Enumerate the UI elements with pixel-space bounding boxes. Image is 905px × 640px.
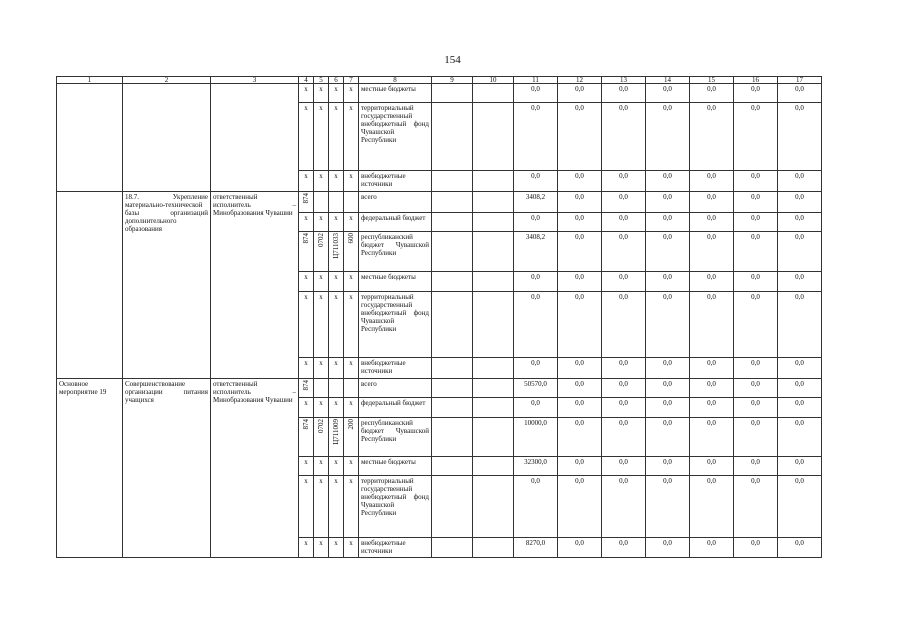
value-cell: 0,0 (778, 476, 822, 538)
rz-code: 0702 (317, 419, 325, 433)
value-cell: 0,0 (646, 476, 690, 538)
empty-cell (344, 192, 359, 213)
code-cell: x (344, 171, 359, 192)
col-header: 3 (211, 77, 299, 84)
code-cell: x (344, 103, 359, 171)
value-cell: 0,0 (602, 358, 646, 379)
code-cell: x (299, 292, 314, 358)
empty-cell (314, 192, 329, 213)
code-cell: x (329, 171, 344, 192)
empty-cell (473, 379, 514, 398)
empty-cell (432, 398, 473, 418)
empty-cell (473, 213, 514, 232)
code-cell: x (329, 272, 344, 292)
value-cell: 0,0 (690, 213, 734, 232)
value-cell: 0,0 (514, 292, 558, 358)
rz-cell (314, 232, 329, 272)
value-cell: 0,0 (646, 103, 690, 171)
empty-cell (473, 272, 514, 292)
col-header: 10 (473, 77, 514, 84)
value-cell: 0,0 (646, 192, 690, 213)
value-cell: 32300,0 (514, 457, 558, 476)
value-cell: 0,0 (646, 398, 690, 418)
code-cell: x (299, 213, 314, 232)
empty-cell (473, 476, 514, 538)
csr-code: Ц711033 (332, 233, 340, 259)
value-cell: 0,0 (602, 232, 646, 272)
value-cell: 0,0 (734, 476, 778, 538)
code-cell: x (329, 358, 344, 379)
empty-cell (473, 398, 514, 418)
value-cell: 0,0 (778, 379, 822, 398)
empty-cell (432, 358, 473, 379)
source-label: республиканский бюджет Чувашской Республики (359, 418, 432, 457)
code-cell: x (314, 398, 329, 418)
value-cell: 0,0 (602, 171, 646, 192)
value-cell: 0,0 (602, 379, 646, 398)
value-cell: 0,0 (646, 292, 690, 358)
empty-cell (473, 538, 514, 558)
code-cell: x (314, 272, 329, 292)
budget-table (56, 76, 822, 558)
vr-code: 200 (347, 419, 355, 430)
csr-cell (329, 418, 344, 457)
code-cell: x (329, 103, 344, 171)
source-label: федеральный бюджет (359, 213, 432, 232)
empty-cell (473, 84, 514, 103)
source-label: территориальный государственный внебюджетный фонд Чувашской Республики (359, 476, 432, 538)
source-label: территориальный государственный внебюджетный фонд Чувашской Республики (359, 292, 432, 358)
code-cell: x (329, 292, 344, 358)
value-cell: 0,0 (690, 379, 734, 398)
value-cell: 0,0 (778, 538, 822, 558)
code-cell: x (299, 358, 314, 379)
value-cell: 0,0 (646, 457, 690, 476)
empty-cell (473, 457, 514, 476)
value-cell: 0,0 (558, 272, 602, 292)
empty-cell (432, 192, 473, 213)
value-cell: 0,0 (734, 232, 778, 272)
col-header: 11 (514, 77, 558, 84)
value-cell: 0,0 (558, 192, 602, 213)
empty-cell (432, 418, 473, 457)
empty-cell (473, 103, 514, 171)
col-header: 15 (690, 77, 734, 84)
value-cell: 0,0 (602, 457, 646, 476)
value-cell: 0,0 (778, 457, 822, 476)
value-cell: 0,0 (514, 84, 558, 103)
value-cell: 3408,2 (514, 232, 558, 272)
value-cell: 0,0 (778, 272, 822, 292)
code-cell: x (344, 84, 359, 103)
value-cell: 0,0 (690, 84, 734, 103)
value-cell: 0,0 (734, 379, 778, 398)
value-cell: 0,0 (778, 398, 822, 418)
code-cell: x (299, 476, 314, 538)
col-header: 7 (344, 77, 359, 84)
empty-cell (57, 84, 123, 192)
page-number: 154 (444, 54, 461, 66)
source-label: всего (359, 192, 432, 213)
value-cell: 0,0 (690, 418, 734, 457)
value-cell: 0,0 (602, 398, 646, 418)
executor-cell: ответственный исполнитель – Минобразования Чувашии (211, 379, 299, 558)
source-label: местные бюджеты (359, 457, 432, 476)
value-cell: 0,0 (734, 457, 778, 476)
code-cell: x (344, 398, 359, 418)
value-cell: 0,0 (602, 272, 646, 292)
code-cell: x (314, 476, 329, 538)
value-cell: 0,0 (734, 103, 778, 171)
value-cell: 0,0 (778, 418, 822, 457)
value-cell: 0,0 (558, 232, 602, 272)
value-cell: 0,0 (778, 292, 822, 358)
table-row (57, 192, 822, 213)
value-cell: 50570,0 (514, 379, 558, 398)
empty-cell (473, 292, 514, 358)
value-cell: 0,0 (514, 103, 558, 171)
code-cell: x (314, 171, 329, 192)
value-cell: 0,0 (734, 272, 778, 292)
value-cell: 0,0 (778, 192, 822, 213)
value-cell: 0,0 (514, 272, 558, 292)
value-cell: 0,0 (734, 192, 778, 213)
code-cell: x (344, 213, 359, 232)
empty-cell (432, 103, 473, 171)
code-cell: x (314, 538, 329, 558)
grbs-code: 874 (302, 380, 310, 391)
empty-cell (211, 84, 299, 192)
source-label: федеральный бюджет (359, 398, 432, 418)
code-cell: x (344, 457, 359, 476)
col-header: 12 (558, 77, 602, 84)
code-cell: x (344, 476, 359, 538)
code-cell: x (314, 213, 329, 232)
code-cell: x (299, 103, 314, 171)
col-header: 13 (602, 77, 646, 84)
col-header: 16 (734, 77, 778, 84)
code-cell: x (314, 457, 329, 476)
grbs-cell (299, 418, 314, 457)
col-header: 14 (646, 77, 690, 84)
col-header: 9 (432, 77, 473, 84)
code-cell: x (299, 538, 314, 558)
empty-cell (314, 379, 329, 398)
value-cell: 0,0 (646, 538, 690, 558)
col-header: 1 (57, 77, 123, 84)
value-cell: 0,0 (558, 398, 602, 418)
value-cell: 0,0 (778, 171, 822, 192)
value-cell: 0,0 (558, 213, 602, 232)
value-cell: 0,0 (646, 171, 690, 192)
value-cell: 0,0 (602, 476, 646, 538)
code-cell: x (329, 457, 344, 476)
empty-cell (432, 232, 473, 272)
value-cell: 0,0 (558, 171, 602, 192)
table-row (57, 379, 822, 398)
empty-cell (473, 358, 514, 379)
value-cell: 0,0 (734, 398, 778, 418)
source-label: внебюджетные источники (359, 358, 432, 379)
source-label: местные бюджеты (359, 272, 432, 292)
empty-cell (432, 84, 473, 103)
source-label: территориальный государственный внебюджетный фонд Чувашской Республики (359, 103, 432, 171)
value-cell: 0,0 (514, 398, 558, 418)
event-name: 18.7. Укрепление материально-технической базы организаций дополнительного образования (123, 192, 211, 379)
value-cell: 0,0 (690, 232, 734, 272)
code-cell: x (314, 103, 329, 171)
event-name: Совершенствование организации питания учащихся (123, 379, 211, 558)
value-cell: 0,0 (778, 84, 822, 103)
source-label: местные бюджеты (359, 84, 432, 103)
value-cell: 0,0 (514, 213, 558, 232)
value-cell: 0,0 (690, 272, 734, 292)
code-cell: x (344, 292, 359, 358)
rz-code: 0702 (317, 233, 325, 247)
col-header: 4 (299, 77, 314, 84)
value-cell: 0,0 (690, 457, 734, 476)
empty-cell (432, 171, 473, 192)
code-cell: x (344, 358, 359, 379)
value-cell: 0,0 (778, 213, 822, 232)
vr-cell (344, 418, 359, 457)
grbs-cell (299, 379, 314, 398)
value-cell: 0,0 (558, 457, 602, 476)
csr-code: Ц711009 (332, 419, 340, 445)
value-cell: 0,0 (602, 103, 646, 171)
value-cell: 0,0 (602, 213, 646, 232)
value-cell: 0,0 (734, 213, 778, 232)
col-header: 8 (359, 77, 432, 84)
value-cell: 8270,0 (514, 538, 558, 558)
code-cell: x (299, 272, 314, 292)
code-cell: x (344, 272, 359, 292)
value-cell: 0,0 (734, 358, 778, 379)
value-cell: 0,0 (734, 418, 778, 457)
empty-cell (344, 379, 359, 398)
value-cell: 0,0 (558, 379, 602, 398)
empty-cell (432, 213, 473, 232)
code-cell: x (299, 171, 314, 192)
value-cell: 0,0 (690, 171, 734, 192)
value-cell: 0,0 (514, 476, 558, 538)
csr-cell (329, 232, 344, 272)
grbs-cell (299, 232, 314, 272)
empty-cell (329, 192, 344, 213)
value-cell: 10000,0 (514, 418, 558, 457)
empty-cell (473, 171, 514, 192)
value-cell: 0,0 (558, 84, 602, 103)
empty-cell (473, 418, 514, 457)
code-cell: x (299, 398, 314, 418)
col-header: 5 (314, 77, 329, 84)
code-cell: x (314, 358, 329, 379)
code-cell: x (329, 213, 344, 232)
value-cell: 0,0 (690, 538, 734, 558)
value-cell: 0,0 (558, 292, 602, 358)
value-cell: 0,0 (646, 358, 690, 379)
value-cell: 0,0 (602, 538, 646, 558)
value-cell: 0,0 (690, 476, 734, 538)
value-cell: 0,0 (558, 476, 602, 538)
grbs-code: 874 (302, 233, 310, 244)
col-header: 6 (329, 77, 344, 84)
rz-cell (314, 418, 329, 457)
value-cell: 0,0 (558, 358, 602, 379)
grbs-code: 874 (302, 193, 310, 204)
empty-cell (473, 192, 514, 213)
empty-cell (432, 379, 473, 398)
code-cell: x (329, 476, 344, 538)
value-cell: 0,0 (646, 213, 690, 232)
value-cell: 0,0 (690, 292, 734, 358)
grbs-code: 874 (302, 419, 310, 430)
code-cell: x (314, 292, 329, 358)
value-cell: 0,0 (646, 232, 690, 272)
source-label: внебюджетные источники (359, 171, 432, 192)
empty-cell (432, 292, 473, 358)
value-cell: 0,0 (690, 192, 734, 213)
code-cell: x (299, 457, 314, 476)
column-number-row (57, 77, 822, 84)
code-cell: x (329, 398, 344, 418)
empty-cell (432, 272, 473, 292)
value-cell: 0,0 (734, 538, 778, 558)
value-cell: 3408,2 (514, 192, 558, 213)
value-cell: 0,0 (690, 398, 734, 418)
code-cell: x (314, 84, 329, 103)
value-cell: 0,0 (602, 418, 646, 457)
source-label: внебюджетные источники (359, 538, 432, 558)
source-label: всего (359, 379, 432, 398)
value-cell: 0,0 (778, 358, 822, 379)
code-cell: x (344, 538, 359, 558)
code-cell: x (299, 84, 314, 103)
empty-cell (432, 538, 473, 558)
code-cell: x (329, 538, 344, 558)
value-cell: 0,0 (602, 292, 646, 358)
value-cell: 0,0 (734, 84, 778, 103)
executor-cell: ответственный исполнитель – Минобразования Чувашии (211, 192, 299, 379)
value-cell: 0,0 (778, 103, 822, 171)
value-cell: 0,0 (558, 103, 602, 171)
value-cell: 0,0 (646, 272, 690, 292)
col-header: 2 (123, 77, 211, 84)
col-header: 17 (778, 77, 822, 84)
empty-cell (432, 457, 473, 476)
value-cell: 0,0 (646, 84, 690, 103)
table-row (57, 84, 822, 103)
source-label: республиканский бюджет Чувашской Республики (359, 232, 432, 272)
vr-cell (344, 232, 359, 272)
empty-cell (57, 192, 123, 379)
vr-code: 600 (347, 233, 355, 244)
empty-cell (329, 379, 344, 398)
code-cell: x (329, 84, 344, 103)
value-cell: 0,0 (734, 171, 778, 192)
value-cell: 0,0 (734, 292, 778, 358)
value-cell: 0,0 (690, 358, 734, 379)
value-cell: 0,0 (558, 538, 602, 558)
empty-cell (123, 84, 211, 192)
value-cell: 0,0 (514, 358, 558, 379)
value-cell: 0,0 (690, 103, 734, 171)
measure-label: Основное мероприятие 19 (57, 379, 123, 558)
empty-cell (432, 476, 473, 538)
value-cell: 0,0 (558, 418, 602, 457)
value-cell: 0,0 (646, 418, 690, 457)
value-cell: 0,0 (514, 171, 558, 192)
value-cell: 0,0 (602, 84, 646, 103)
empty-cell (473, 232, 514, 272)
value-cell: 0,0 (778, 232, 822, 272)
value-cell: 0,0 (602, 192, 646, 213)
value-cell: 0,0 (646, 379, 690, 398)
grbs-cell (299, 192, 314, 213)
